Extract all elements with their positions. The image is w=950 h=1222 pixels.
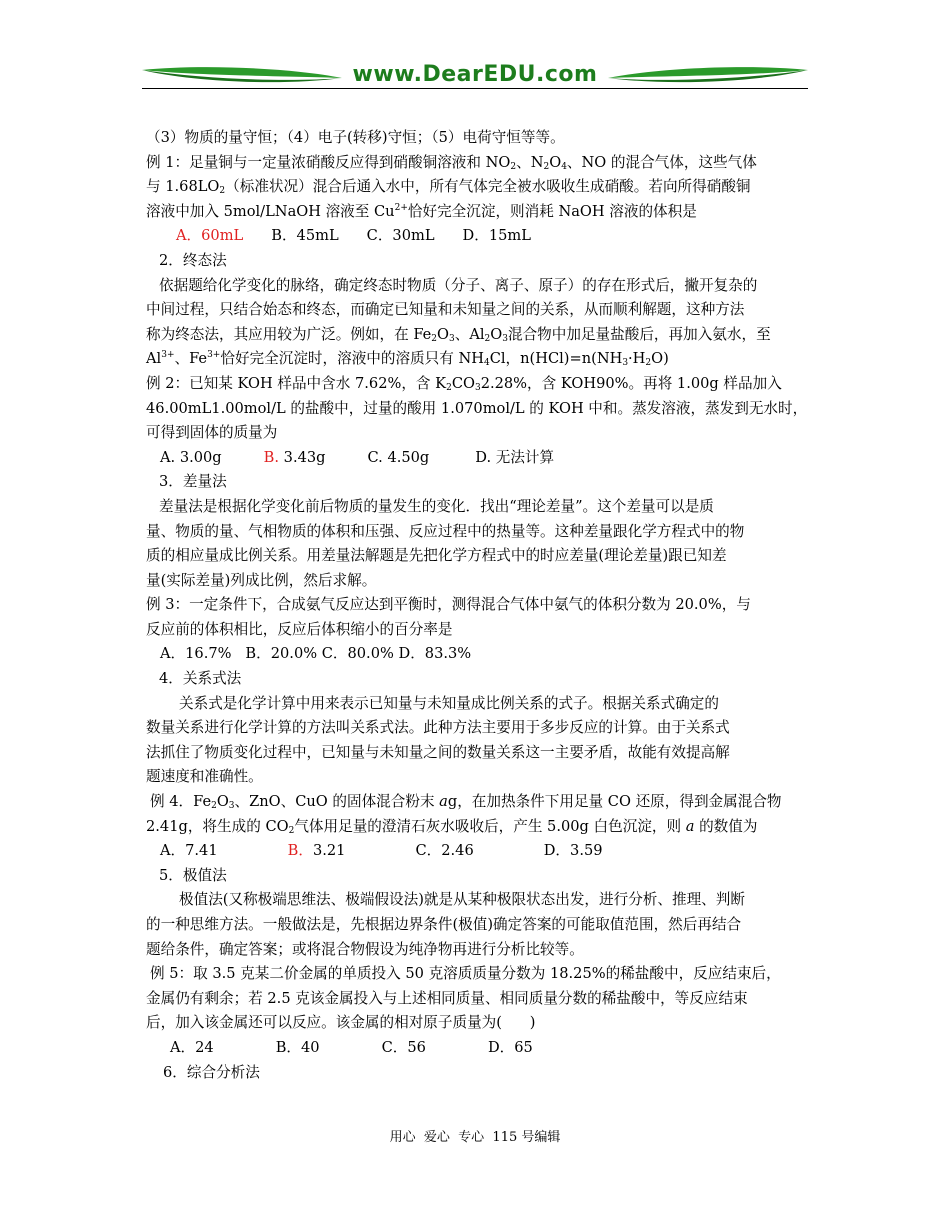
text: 例 4．Fe bbox=[150, 793, 212, 811]
text: 气体用足量的澄清石灰水吸收后，产生 5.00g 白色沉淀，则 bbox=[294, 817, 686, 835]
option-b-value: 3.43g bbox=[279, 448, 326, 466]
example-1-question bbox=[146, 151, 810, 176]
variable: a bbox=[439, 793, 448, 811]
option-d: D．3.59 bbox=[543, 842, 603, 860]
subscript: 2 bbox=[510, 161, 517, 172]
site-logo[interactable]: www.DearEDU.com bbox=[352, 62, 598, 87]
text: 例 2：已知某 KOH 样品中含水 7.62%，含 K bbox=[146, 374, 447, 392]
subscript: 2 bbox=[446, 382, 452, 393]
text: 、ZnO、CuO 的固体混合粉末 bbox=[234, 793, 440, 811]
text: O) bbox=[651, 350, 669, 368]
option-b-value: 3.21 bbox=[312, 842, 346, 860]
text-line: 量、物质的量、气相物质的体积和压强、反应过程中的热量等。这种差量跟化学方程式中的物 bbox=[146, 522, 745, 540]
text-line: 后，加入该金属还可以反应。该金属的相对原子质量为( ) bbox=[146, 1014, 536, 1032]
subscript: 3 bbox=[622, 358, 629, 369]
section-heading: 6．综合分析法 bbox=[163, 1063, 260, 1081]
text-line: 量(实际差量)列成比例，然后求解。 bbox=[146, 571, 377, 589]
text-line bbox=[146, 323, 810, 348]
subscript: 3 bbox=[228, 801, 235, 812]
subscript: 2 bbox=[543, 161, 550, 172]
option-b-answer-letter: B. bbox=[263, 448, 280, 466]
example-5-question: 例 5：取 3.5 克某二价金属的单质投入 50 克溶质质量分数为 18.25%的稀盐酸中，反应结束后， bbox=[150, 965, 781, 983]
subscript: 4 bbox=[561, 161, 567, 172]
example-4-options bbox=[146, 839, 810, 864]
text-line bbox=[146, 200, 810, 225]
subscript: 4 bbox=[483, 358, 490, 369]
text: 与 1.68LO bbox=[146, 178, 220, 196]
variable: a bbox=[685, 817, 695, 835]
subscript: 2 bbox=[484, 333, 491, 344]
text-line: 的一种思维方法。一般做法是，先根据边界条件(极值)确定答案的可能取值范围，然后再结合 bbox=[146, 916, 742, 933]
text-line bbox=[146, 815, 810, 840]
text-line: 金属仍有剩余；若 2.5 克该金属投入与上述相同质量、相同质量分数的稀盐酸中，等反应结束 bbox=[146, 989, 748, 1007]
option-b-answer-letter: B． bbox=[287, 842, 313, 860]
text-line: 题速度和准确性。 bbox=[146, 768, 263, 786]
option-d: D．65 bbox=[487, 1038, 533, 1056]
superscript: 2+ bbox=[394, 202, 408, 213]
text: 溶液中加入 5mol/LNaOH 溶液至 Cu bbox=[146, 202, 395, 220]
section-heading: 2．终态法 bbox=[159, 251, 227, 269]
text: （标准状况）混合后通入水中，所有气体完全被水吸收生成硝酸。若向所得硝酸铜 bbox=[225, 178, 751, 196]
option-a-answer: A．60mL bbox=[176, 227, 244, 245]
subscript: 2 bbox=[219, 186, 226, 197]
text: O bbox=[216, 793, 229, 811]
text: 例 1：足量铜与一定量浓硝酸反应得到硝酸铜溶液和 NO bbox=[146, 153, 511, 171]
superscript: 3+ bbox=[161, 350, 175, 361]
text-line bbox=[146, 347, 810, 372]
text: 、Fe bbox=[174, 350, 208, 368]
option-c: C．56 bbox=[381, 1038, 426, 1056]
subscript: 3 bbox=[502, 333, 508, 344]
example-3-options: A．16.7% B．20.0% C．80.0% D．83.3% bbox=[160, 645, 472, 663]
text: 2.41g，将生成的 CO bbox=[146, 817, 289, 835]
option-a: A. 3.00g bbox=[160, 448, 222, 466]
text: 2.28%，含 KOH90%。再将 1.00g 样品加入 bbox=[480, 374, 782, 392]
option-b: B．45mL bbox=[271, 227, 339, 245]
text-line: 关系式是化学计算中用来表示已知量与未知量成比例关系的式子。根据关系式确定的 bbox=[179, 694, 719, 712]
example-4-question bbox=[146, 790, 810, 815]
text-line bbox=[146, 175, 810, 200]
text: 、Al bbox=[454, 325, 485, 343]
text: O bbox=[549, 153, 562, 171]
text: CO bbox=[451, 374, 475, 392]
example-2-options bbox=[146, 446, 810, 471]
text: 的数值为 bbox=[694, 817, 758, 835]
text-line: 法抓住了物质变化过程中，已知量与未知量之间的数量关系这一主要矛盾，故能有效提高解 bbox=[146, 743, 730, 761]
text: 、NO 的混合气体，这些气体 bbox=[566, 153, 757, 171]
example-5-options bbox=[146, 1036, 810, 1061]
text: O bbox=[437, 325, 449, 343]
example-2-question bbox=[146, 372, 810, 397]
option-d: D. 无法计算 bbox=[475, 448, 555, 466]
text-line: 质的相应量成比例关系。用差量法解题是先把化学方程式中的时应差量(理论差量)跟已知差 bbox=[146, 547, 727, 565]
text-line: 46.00mL1.00mol/L 的盐酸中，过量的酸用 1.070mol/L 的 KOH 中和。蒸发溶液，蒸发到无水时， bbox=[146, 399, 808, 417]
page-footer: 用心 爱心 专心 115 号编辑 bbox=[389, 1130, 561, 1145]
option-c: C．2.46 bbox=[415, 842, 474, 860]
example-1-options bbox=[146, 224, 810, 249]
document-body bbox=[146, 126, 810, 1085]
text-line: 可得到固体的质量为 bbox=[146, 424, 278, 442]
text-line: 题给条件，确定答案；或将混合物假设为纯净物再进行分析比较等。 bbox=[146, 940, 584, 958]
option-d: D．15mL bbox=[462, 227, 531, 245]
text-line: 反应前的体积相比，反应后体积缩小的百分率是 bbox=[146, 620, 453, 638]
text: ·H bbox=[628, 350, 646, 368]
text-line: （3）物质的量守恒；（4）电子(转移)守恒；（5）电荷守恒等等。 bbox=[146, 129, 565, 146]
text-line: 依据题给化学变化的脉络，确定终态时物质（分子、离子、原子）的存在形式后，撇开复杂的 bbox=[159, 276, 758, 294]
option-a: A．24 bbox=[170, 1038, 214, 1056]
option-c: C．30mL bbox=[366, 227, 435, 245]
text: 混合物中加足量盐酸后，再加入氨水，至 bbox=[507, 325, 771, 343]
header-rule bbox=[142, 88, 808, 89]
section-heading: 4．关系式法 bbox=[159, 670, 242, 688]
text: 恰好完全沉淀，则消耗 NaOH 溶液的体积是 bbox=[407, 202, 697, 220]
text-line: 数量关系进行化学计算的方法叫关系式法。此种方法主要用于多步反应的计算。由于关系式 bbox=[146, 719, 730, 737]
subscript: 2 bbox=[211, 801, 217, 812]
text: 、N bbox=[516, 153, 544, 171]
text: 称为终态法，其应用较为广泛。例如，在 Fe bbox=[146, 325, 432, 343]
text-line: 极值法(又称极端思维法、极端假设法)就是从某种极限状态出发，进行分析、推理、判断 bbox=[179, 891, 745, 909]
subscript: 2 bbox=[645, 358, 652, 369]
section-heading: 3．差量法 bbox=[159, 473, 227, 491]
subscript: 3 bbox=[474, 382, 481, 393]
text: O bbox=[490, 325, 503, 343]
text: g，在加热条件下用足量 CO 还原，得到金属混合物 bbox=[447, 793, 782, 811]
subscript: 3 bbox=[449, 333, 455, 344]
example-3-question: 例 3：一定条件下，合成氨气反应达到平衡时，测得混合气体中氨气的体积分数为 20.0%，与 bbox=[146, 596, 751, 614]
subscript: 2 bbox=[431, 333, 438, 344]
text-line: 差量法是根据化学变化前后物质的量发生的变化．找出“理论差量”。这个差量可以是质 bbox=[159, 497, 714, 515]
text: 恰好完全沉淀时，溶液中的溶质只有 NH bbox=[220, 350, 484, 368]
text-line: 中间过程，只结合始态和终态，而确定已知量和未知量之间的关系，从而顺利解题，这种方法 bbox=[146, 301, 745, 319]
option-b: B．40 bbox=[275, 1038, 320, 1056]
text: Cl，n(HCl)=n(NH bbox=[489, 350, 623, 368]
superscript: 3+ bbox=[207, 350, 221, 361]
option-c: C. 4.50g bbox=[367, 448, 430, 466]
option-a: A．7.41 bbox=[160, 842, 218, 860]
text: Al bbox=[146, 350, 162, 368]
subscript: 2 bbox=[288, 825, 295, 836]
section-heading: 5．极值法 bbox=[159, 866, 227, 884]
